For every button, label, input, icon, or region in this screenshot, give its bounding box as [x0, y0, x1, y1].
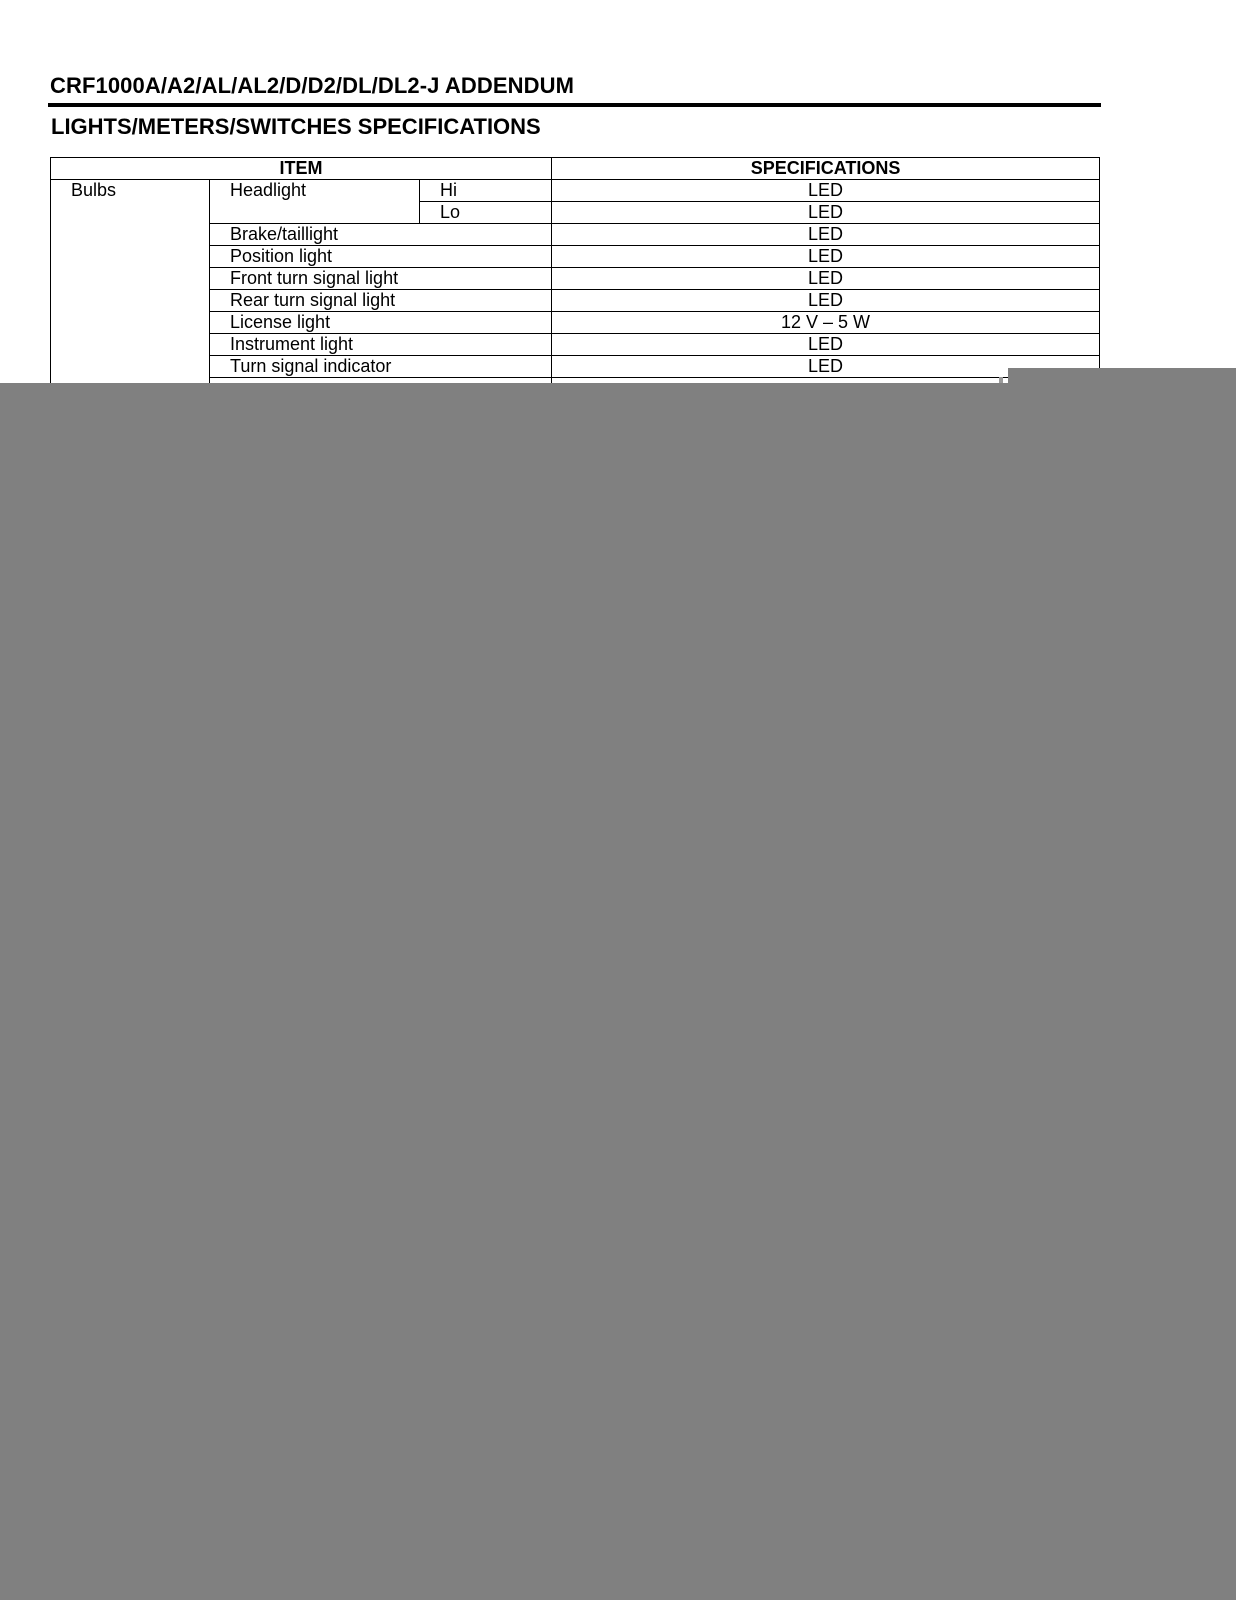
- row-item-label: Front turn signal light: [210, 268, 552, 290]
- headlight-hi-value: LED: [552, 180, 1100, 202]
- row-item-label: Turn signal indicator: [210, 356, 552, 378]
- row-spec-value: LED: [552, 246, 1100, 268]
- row-spec-value: LED: [552, 268, 1100, 290]
- row-item-label: Position light: [210, 246, 552, 268]
- row-spec-value: LED: [552, 224, 1100, 246]
- headlight-hi-label: Hi: [420, 180, 552, 202]
- bulbs-group-label: Bulbs: [51, 180, 210, 400]
- headlight-lo-value: LED: [552, 202, 1100, 224]
- headlight-lo-label: Lo: [420, 202, 552, 224]
- document-title: CRF1000A/A2/AL/AL2/D/D2/DL/DL2-J ADDENDUM: [50, 73, 575, 98]
- table-row: [51, 180, 1100, 202]
- row-item-label: Brake/taillight: [210, 224, 552, 246]
- overlay-tab: [1008, 368, 1236, 384]
- row-spec-value: LED: [552, 356, 1100, 378]
- title-divider: [48, 103, 1101, 107]
- row-item-label: Rear turn signal light: [210, 290, 552, 312]
- table-header-row: [51, 158, 1100, 180]
- row-item-label: License light: [210, 312, 552, 334]
- row-spec-value: LED: [552, 334, 1100, 356]
- gray-occlusion-overlay: [0, 383, 1236, 1600]
- headlight-label: Headlight: [210, 180, 420, 224]
- specifications-table: [50, 157, 1100, 400]
- row-item-label: Instrument light: [210, 334, 552, 356]
- section-title: LIGHTS/METERS/SWITCHES SPECIFICATIONS: [51, 114, 541, 139]
- row-spec-value: 12 V – 5 W: [552, 312, 1100, 334]
- item-column-header: ITEM: [51, 158, 552, 180]
- specifications-column-header: SPECIFICATIONS: [552, 158, 1100, 180]
- row-spec-value: LED: [552, 290, 1100, 312]
